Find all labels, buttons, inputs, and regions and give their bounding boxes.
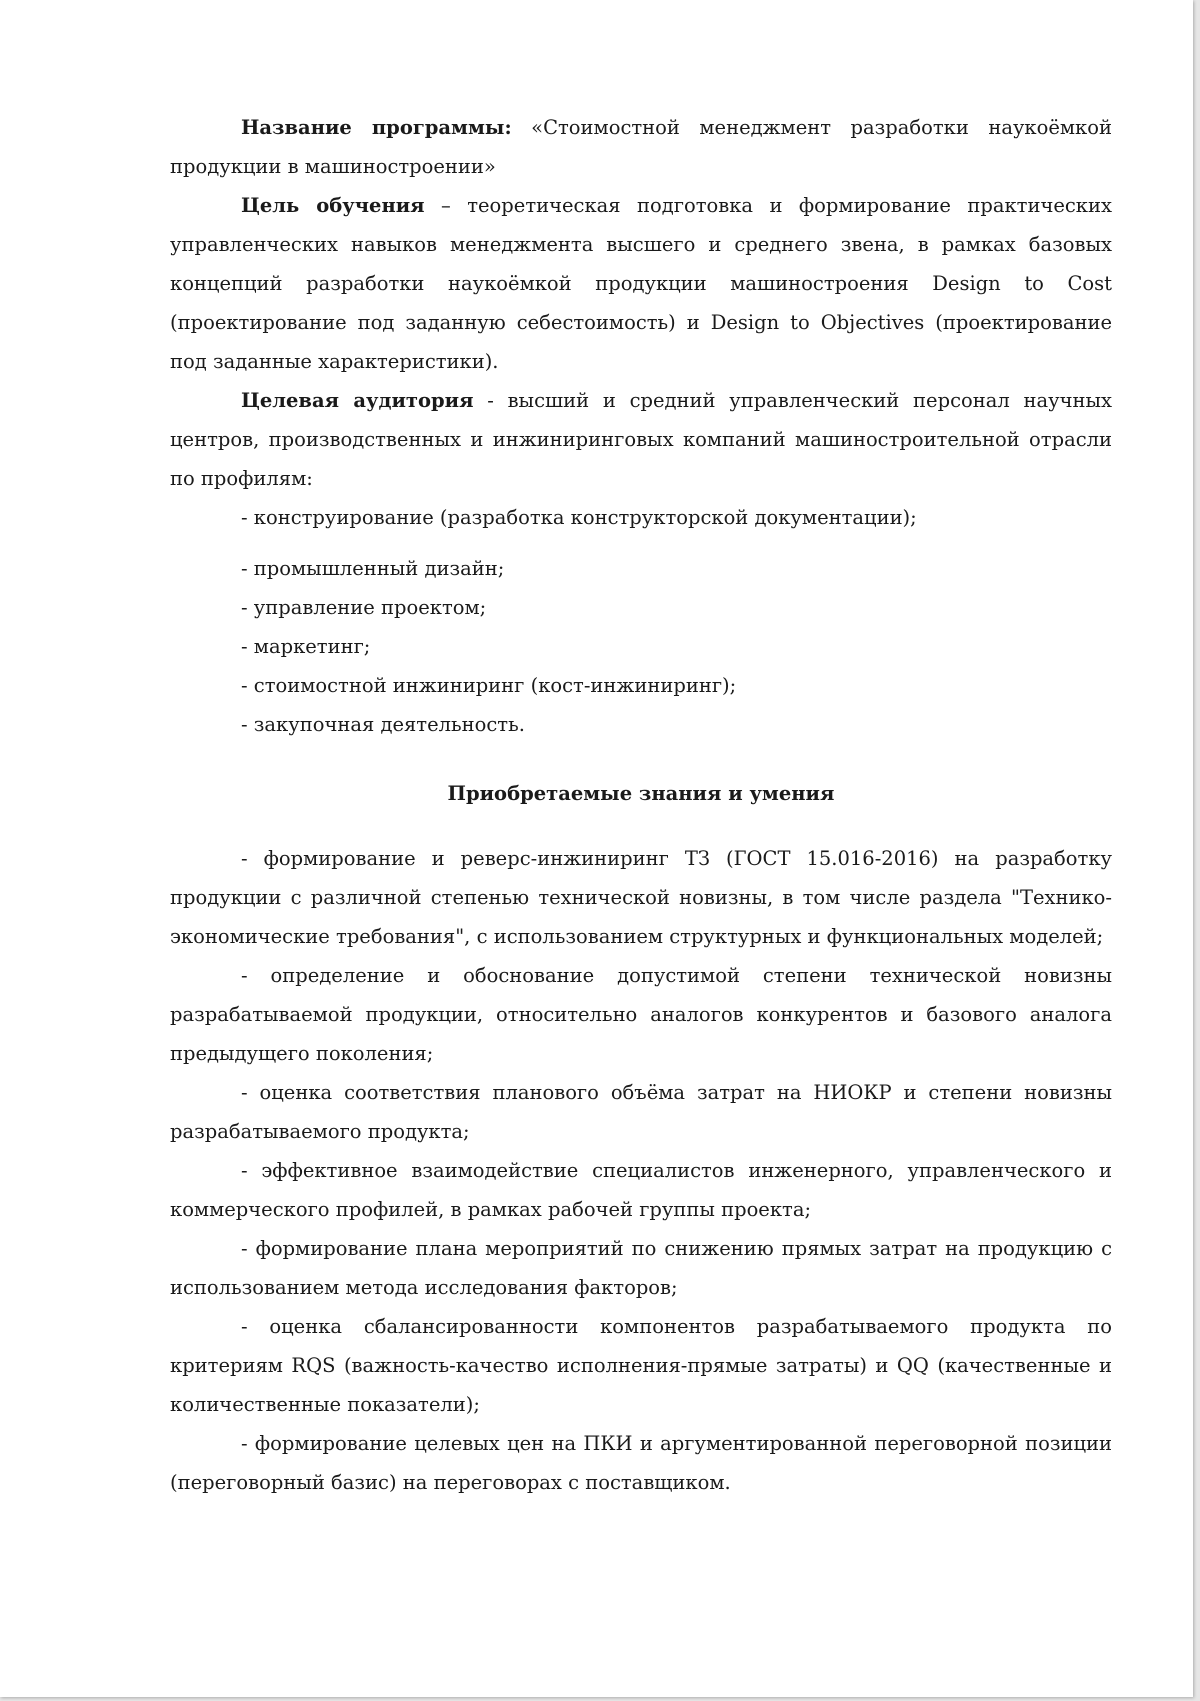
skill-item: - формирование и реверс-инжиниринг ТЗ (ГОСТ 15.016-2016) на разработку продукции с различной степенью технической новизны, в том числе раздела "Технико-экономические требования", с использованием структурных и функциональных моделей;	[170, 847, 1112, 948]
skill-item: - формирование плана мероприятий по снижению прямых затрат на продукцию с использованием метода исследования факторов;	[170, 1237, 1112, 1299]
audience-label: Целевая аудитория	[241, 389, 474, 412]
goal-paragraph	[170, 186, 1112, 381]
goal-label: Цель обучения	[241, 194, 425, 217]
profile-item: - управление проектом;	[241, 596, 487, 619]
goal-text: – теоретическая подготовка и формирование практических управленческих навыков менеджмента высшего и среднего звена, в рамках базовых концепций разработки наукоёмкой продукции машиностроения Design to Cost (проектирование под заданную себестоимость) и Design to Objectives (проектирование под заданные характеристики).	[170, 194, 1112, 373]
profile-item: - стоимостной инжиниринг (кост-инжиниринг);	[241, 674, 737, 697]
skills-heading: Приобретаемые знания и умения	[447, 782, 835, 805]
program-name-text: «Стоимостной менеджмент разработки наукоёмкой продукции в машиностроении»	[170, 116, 1112, 178]
skill-item: - оценка сбалансированности компонентов разрабатываемого продукта по критериям RQS (важность-качество исполнения-прямые затраты) и QQ (качественные и количественные показатели);	[170, 1315, 1112, 1416]
profile-item: - промышленный дизайн;	[241, 557, 505, 580]
program-name-paragraph	[170, 108, 1112, 186]
profile-item: - закупочная деятельность.	[241, 713, 525, 736]
skill-item: - определение и обоснование допустимой степени технической новизны разрабатываемой продукции, относительно аналогов конкурентов и базового аналога предыдущего поколения;	[170, 964, 1112, 1065]
audience-paragraph	[170, 381, 1112, 498]
document-body	[170, 108, 1112, 1502]
skill-item: - эффективное взаимодействие специалистов инженерного, управленческого и коммерческого профилей, в рамках рабочей группы проекта;	[170, 1159, 1112, 1221]
skill-item: - оценка соответствия планового объёма затрат на НИОКР и степени новизны разрабатываемого продукта;	[170, 1081, 1112, 1143]
profile-gap	[170, 537, 1112, 549]
skill-item: - формирование целевых цен на ПКИ и аргументированной переговорной позиции (переговорный базис) на переговорах с поставщиком.	[170, 1432, 1112, 1494]
program-name-label: Название программы:	[241, 116, 512, 139]
profile-item: - маркетинг;	[241, 635, 371, 658]
profile-item: - конструирование (разработка конструкторской документации);	[241, 506, 917, 529]
audience-text: - высший и средний управленческий персонал научных центров, производственных и инжиниринговых компаний машиностроительной отрасли по профилям:	[170, 389, 1112, 490]
